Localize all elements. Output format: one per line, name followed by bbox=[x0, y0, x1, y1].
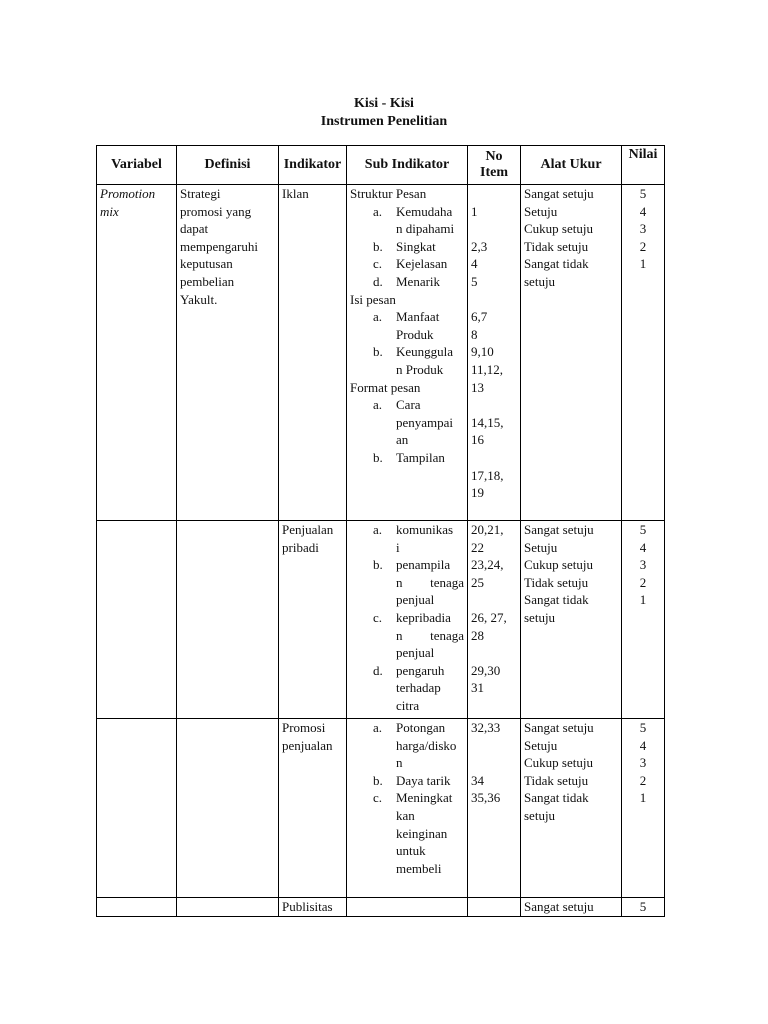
header-sub-indikator: Sub Indikator bbox=[347, 146, 468, 185]
sub-indikator-cell bbox=[347, 719, 468, 898]
no-item-cell bbox=[468, 898, 521, 917]
sub-indikator-text: Meningkat bbox=[396, 790, 453, 806]
indikator-cell bbox=[279, 898, 347, 917]
spacer bbox=[471, 754, 517, 772]
sub-indikator-text: penjual bbox=[396, 645, 435, 661]
alat-ukur-line: Cukup setuju bbox=[524, 755, 593, 771]
alat-ukur-line: setuju bbox=[524, 609, 556, 625]
indikator-line: Promosi bbox=[282, 720, 326, 735]
header-no-item: No Item bbox=[468, 146, 521, 185]
alat-ukur-line: Sangat setuju bbox=[524, 186, 594, 201]
sub-indikator-text: Cara bbox=[396, 397, 421, 413]
header-alat-ukur: Alat Ukur bbox=[521, 146, 622, 185]
sub-indikator-text: komunikas bbox=[396, 522, 454, 537]
sub-indikator-text: n Produk bbox=[396, 361, 444, 377]
alat-ukur-cell bbox=[521, 521, 622, 719]
sub-indikator-text: penampila bbox=[396, 557, 451, 573]
sub-indikator-text: penyampai bbox=[396, 414, 454, 430]
no-item-line: 31 bbox=[471, 680, 484, 696]
list-marker: a. bbox=[373, 309, 383, 325]
no-item-line: 29,30 bbox=[471, 662, 501, 678]
definisi-line: dapat bbox=[180, 221, 209, 237]
no-item-line: 4 bbox=[471, 256, 478, 272]
nilai-cell bbox=[622, 185, 665, 521]
list-marker: c. bbox=[373, 609, 383, 625]
alat-ukur-cell bbox=[521, 185, 622, 521]
no-item-line: 35,36 bbox=[471, 790, 501, 806]
table-row bbox=[97, 719, 665, 898]
alat-ukur-line: Cukup setuju bbox=[524, 221, 593, 237]
sub-indikator-text: keinginan bbox=[396, 825, 448, 841]
sub-indikator-cell bbox=[347, 898, 468, 917]
sub-indikator-text: kan bbox=[396, 807, 415, 823]
definisi-line: Yakult. bbox=[180, 291, 218, 307]
nilai-line: 4 bbox=[639, 203, 647, 219]
nilai-line: 2 bbox=[639, 238, 647, 254]
spacer bbox=[471, 220, 517, 238]
table-row bbox=[97, 185, 665, 521]
sub-indikator-item bbox=[350, 556, 464, 609]
list-marker: b. bbox=[373, 449, 383, 465]
no-item-line: 8 bbox=[471, 326, 478, 342]
spacer bbox=[471, 591, 517, 609]
list-marker: a. bbox=[373, 203, 383, 219]
alat-ukur-line: Tidak setuju bbox=[524, 238, 589, 254]
sub-indikator-text: n tenaga bbox=[396, 574, 464, 590]
alat-ukur-line: Sangat setuju bbox=[524, 720, 594, 735]
sub-indikator-text: n tenaga bbox=[396, 627, 464, 643]
nilai-line: 5 bbox=[639, 899, 647, 914]
sub-indikator-text: terhadap bbox=[396, 680, 441, 696]
definisi-line: Strategi bbox=[180, 186, 221, 201]
definisi-line: keputusan bbox=[180, 256, 233, 272]
indikator-cell bbox=[279, 185, 347, 521]
sub-indikator-text: i bbox=[396, 539, 400, 555]
indikator-line: penjualan bbox=[282, 737, 333, 753]
sub-indikator-heading: Isi pesan bbox=[350, 291, 396, 307]
no-item-line: 22 bbox=[471, 539, 484, 555]
alat-ukur-line: Sangat tidak bbox=[524, 256, 589, 272]
nilai-line: 2 bbox=[639, 574, 647, 590]
indikator-line: Penjualan bbox=[282, 522, 334, 537]
variabel-cell bbox=[97, 719, 177, 898]
nilai-line: 5 bbox=[639, 186, 647, 201]
spacer bbox=[471, 185, 517, 203]
sub-indikator-text: kepribadia bbox=[396, 609, 451, 625]
definisi-cell bbox=[177, 719, 279, 898]
table-row bbox=[97, 898, 665, 917]
sub-indikator-item bbox=[350, 609, 464, 662]
no-item-line: 20,21, bbox=[471, 522, 504, 537]
definisi-cell bbox=[177, 521, 279, 719]
sub-indikator-heading: Format pesan bbox=[350, 379, 421, 395]
sub-indikator-text: Produk bbox=[396, 326, 434, 342]
alat-ukur-cell bbox=[521, 898, 622, 917]
list-marker: a. bbox=[373, 720, 383, 735]
alat-ukur-line: setuju bbox=[524, 807, 556, 823]
sub-indikator-item bbox=[350, 772, 464, 790]
sub-indikator-text: Keunggula bbox=[396, 344, 454, 360]
indikator-cell bbox=[279, 521, 347, 719]
nilai-line: 3 bbox=[639, 557, 647, 573]
no-item-line: 2,3 bbox=[471, 238, 488, 254]
sub-indikator-heading: Struktur Pesan bbox=[350, 186, 427, 201]
definisi-cell bbox=[177, 898, 279, 917]
indikator-line: Iklan bbox=[282, 186, 309, 201]
definisi-line: promosi yang bbox=[180, 203, 252, 219]
sub-indikator-item bbox=[350, 396, 464, 449]
no-item-line: 34 bbox=[471, 772, 484, 788]
sub-indikator-cell bbox=[347, 185, 468, 521]
alat-ukur-line: Sangat setuju bbox=[524, 899, 594, 914]
nilai-line: 5 bbox=[639, 522, 647, 537]
alat-ukur-line: Tidak setuju bbox=[524, 772, 589, 788]
alat-ukur-line: Setuju bbox=[524, 539, 558, 555]
list-marker: b. bbox=[373, 557, 383, 573]
variabel-cell bbox=[97, 898, 177, 917]
nilai-cell bbox=[622, 898, 665, 917]
no-item-line: 9,10 bbox=[471, 344, 494, 360]
alat-ukur-line: Cukup setuju bbox=[524, 557, 593, 573]
spacer bbox=[471, 644, 517, 662]
list-marker: c. bbox=[373, 256, 383, 272]
sub-indikator-text: untuk bbox=[396, 843, 426, 859]
kisi-kisi-table bbox=[96, 145, 665, 917]
nilai-line: 1 bbox=[639, 790, 647, 806]
sub-indikator-item bbox=[350, 255, 464, 273]
alat-ukur-line: Sangat setuju bbox=[524, 522, 594, 537]
sub-indikator-text: Singkat bbox=[396, 238, 436, 254]
definisi-line: pembelian bbox=[180, 273, 235, 289]
nilai-line: 5 bbox=[639, 720, 647, 735]
alat-ukur-line: setuju bbox=[524, 273, 556, 289]
sub-indikator-text: citra bbox=[396, 697, 420, 713]
no-item-line: 13 bbox=[471, 379, 484, 395]
no-item-cell bbox=[468, 185, 521, 521]
definisi-cell bbox=[177, 185, 279, 521]
sub-indikator-text: Tampilan bbox=[396, 449, 445, 465]
header-variabel: Variabel bbox=[97, 146, 177, 185]
list-marker: b. bbox=[373, 344, 383, 360]
variabel-cell bbox=[97, 521, 177, 719]
list-marker: a. bbox=[373, 397, 383, 413]
spacer bbox=[471, 449, 517, 467]
sub-indikator-item bbox=[350, 662, 464, 715]
list-marker: c. bbox=[373, 790, 383, 806]
nilai-cell bbox=[622, 521, 665, 719]
nilai-line: 3 bbox=[639, 755, 647, 771]
alat-ukur-line: Sangat tidak bbox=[524, 790, 589, 806]
variabel-line: mix bbox=[100, 203, 119, 219]
list-marker: d. bbox=[373, 273, 383, 289]
nilai-line: 4 bbox=[639, 539, 647, 555]
no-item-line: 25 bbox=[471, 574, 484, 590]
alat-ukur-cell bbox=[521, 719, 622, 898]
variabel-line: Promotion bbox=[100, 186, 156, 201]
sub-indikator-item bbox=[350, 719, 464, 772]
spacer bbox=[471, 291, 517, 309]
sub-indikator-text: Manfaat bbox=[396, 309, 440, 325]
no-item-line: 16 bbox=[471, 432, 484, 448]
sub-indikator-item bbox=[350, 449, 464, 467]
sub-indikator-item bbox=[350, 343, 464, 378]
indikator-line: pribadi bbox=[282, 539, 319, 555]
sub-indikator-item bbox=[350, 521, 464, 556]
list-marker: b. bbox=[373, 238, 383, 254]
alat-ukur-line: Sangat tidak bbox=[524, 592, 589, 608]
document-subtitle: Instrumen Penelitian bbox=[320, 114, 448, 129]
sub-indikator-text: an bbox=[396, 432, 409, 448]
variabel-cell bbox=[97, 185, 177, 521]
sub-indikator-text: n bbox=[396, 755, 403, 771]
sub-indikator-item bbox=[350, 203, 464, 238]
indikator-line: Publisitas bbox=[282, 899, 333, 914]
sub-indikator-item bbox=[350, 789, 464, 877]
sub-indikator-item bbox=[350, 308, 464, 343]
header-nilai: Nilai bbox=[622, 146, 665, 185]
no-item-line: 32,33 bbox=[471, 720, 501, 735]
sub-indikator-text: Kejelasan bbox=[396, 256, 448, 272]
nilai-line: 3 bbox=[639, 221, 647, 237]
no-item-line: 28 bbox=[471, 627, 484, 643]
indikator-cell bbox=[279, 719, 347, 898]
list-marker: b. bbox=[373, 772, 383, 788]
table-row bbox=[97, 521, 665, 719]
sub-indikator-cell bbox=[347, 521, 468, 719]
alat-ukur-line: Tidak setuju bbox=[524, 574, 589, 590]
no-item-line: 19 bbox=[471, 485, 484, 501]
sub-indikator-item bbox=[350, 238, 464, 256]
no-item-line: 5 bbox=[471, 273, 478, 289]
no-item-line: 1 bbox=[471, 203, 478, 219]
no-item-line: 11,12, bbox=[471, 361, 504, 377]
nilai-line: 1 bbox=[639, 592, 647, 608]
no-item-cell bbox=[468, 719, 521, 898]
no-item-line: 14,15, bbox=[471, 414, 504, 430]
alat-ukur-line: Setuju bbox=[524, 737, 558, 753]
document-title: Kisi - Kisi bbox=[354, 96, 414, 111]
sub-indikator-text: harga/disko bbox=[396, 737, 457, 753]
sub-indikator-text: Daya tarik bbox=[396, 772, 451, 788]
definisi-line: mempengaruhi bbox=[180, 238, 258, 254]
no-item-cell bbox=[468, 521, 521, 719]
no-item-line: 17,18, bbox=[471, 467, 504, 483]
list-marker: d. bbox=[373, 662, 383, 678]
sub-indikator-text: pengaruh bbox=[396, 662, 445, 678]
alat-ukur-line: Setuju bbox=[524, 203, 558, 219]
no-item-line: 23,24, bbox=[471, 557, 504, 573]
nilai-line: 1 bbox=[639, 256, 647, 272]
spacer bbox=[471, 396, 517, 414]
header-indikator: Indikator bbox=[279, 146, 347, 185]
list-marker: a. bbox=[373, 522, 383, 537]
sub-indikator-item bbox=[350, 273, 464, 291]
sub-indikator-text: membeli bbox=[396, 860, 442, 876]
nilai-cell bbox=[622, 719, 665, 898]
no-item-line: 26, 27, bbox=[471, 609, 507, 625]
nilai-line: 4 bbox=[639, 737, 647, 753]
nilai-line: 2 bbox=[639, 772, 647, 788]
sub-indikator-text: Menarik bbox=[396, 273, 441, 289]
sub-indikator-text: penjual bbox=[396, 592, 435, 608]
header-row bbox=[97, 146, 665, 185]
sub-indikator-text: Potongan bbox=[396, 720, 446, 735]
sub-indikator-text: Kemudaha bbox=[396, 203, 453, 219]
no-item-line: 6,7 bbox=[471, 309, 488, 325]
spacer bbox=[471, 737, 517, 755]
header-definisi: Definisi bbox=[177, 146, 279, 185]
sub-indikator-text: n dipahami bbox=[396, 221, 455, 237]
